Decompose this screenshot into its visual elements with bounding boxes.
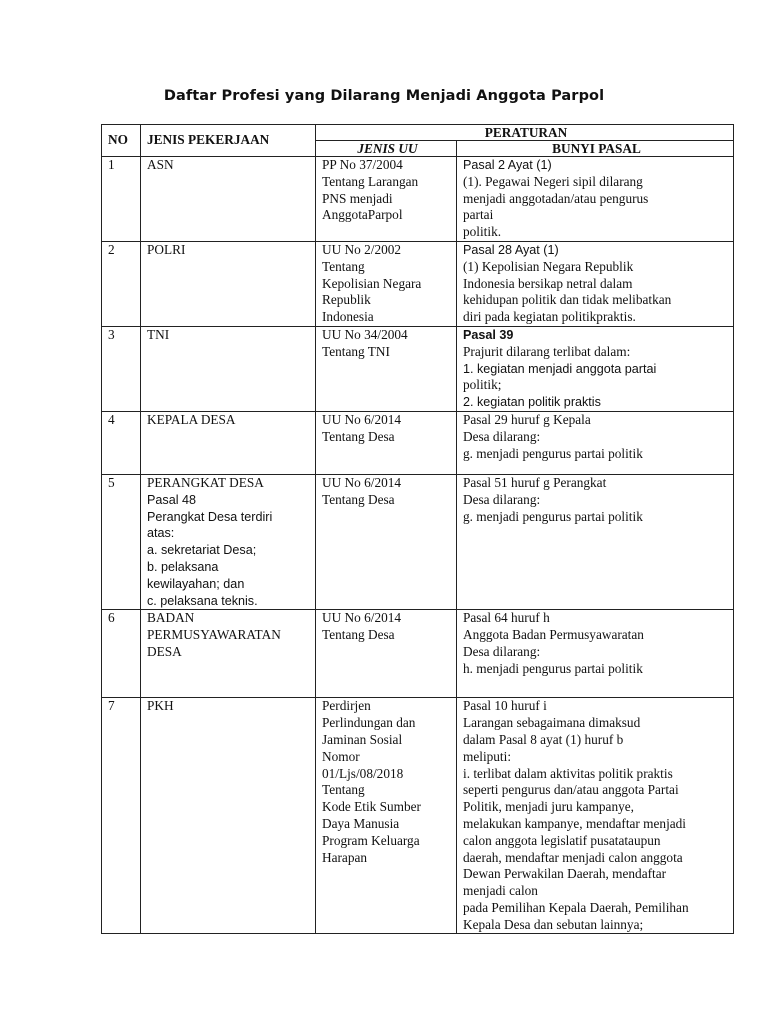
cell-text-line: PERMUSYAWARATAN <box>147 627 281 643</box>
cell-text-line: meliputi: <box>463 748 512 764</box>
cell-text-line: atas: <box>147 526 175 541</box>
cell-text-line: h. menjadi pengurus partai politik <box>463 660 643 676</box>
cell-text-line: Kepala Desa dan sebutan lainnya; <box>463 916 644 932</box>
cell-jenis-uu <box>316 241 457 326</box>
cell-jenis-uu <box>316 411 457 474</box>
cell-text-line: Tentang Larangan <box>322 173 419 189</box>
cell-bunyi-pasal <box>457 474 734 609</box>
cell-text-line: a. sekretariat Desa; <box>147 543 257 558</box>
cell-text-line: DESA <box>147 643 182 659</box>
cell-text-line: Larangan sebagaimana dimaksud <box>463 715 641 731</box>
cell-text-line: g. menjadi pengurus partai politik <box>463 508 643 524</box>
cell-no: 3 <box>102 326 141 411</box>
cell-text-line: UU No 34/2004 <box>322 326 408 342</box>
profession-table <box>101 124 734 934</box>
cell-bunyi-pasal <box>457 241 734 326</box>
cell-jenis-pekerjaan <box>141 698 316 934</box>
cell-text-line: Nomor <box>322 748 360 764</box>
cell-text-line: PERANGKAT DESA <box>147 474 264 490</box>
cell-text-line: c. pelaksana teknis. <box>147 593 258 608</box>
cell-text-line: b. pelaksana <box>147 559 219 574</box>
cell-text-line: 2. kegiatan politik praktis <box>463 395 601 410</box>
cell-jenis-uu <box>316 157 457 242</box>
cell-text-line: menjadi calon <box>463 883 538 899</box>
cell-text-line: AnggotaParpol <box>322 207 403 223</box>
cell-jenis-uu <box>316 474 457 609</box>
cell-text-line: Pasal 2 Ayat (1) <box>463 158 552 172</box>
header-peraturan: PERATURAN <box>316 125 734 141</box>
cell-text-line: Tentang TNI <box>322 343 390 359</box>
cell-text-line: Desa dilarang: <box>463 428 541 444</box>
cell-bunyi-pasal <box>457 610 734 698</box>
cell-text-line: Program Keluarga <box>322 832 420 848</box>
cell-text-line: Tentang Desa <box>322 627 395 643</box>
cell-text-line: UU No 6/2014 <box>322 610 402 626</box>
header-jenis-pekerjaan: JENIS PEKERJAAN <box>141 125 316 157</box>
cell-text-line: Pasal 29 huruf g Kepala <box>463 411 591 427</box>
cell-text-line: Kepolisian Negara <box>322 275 422 291</box>
cell-text-line: KEPALA DESA <box>147 411 236 427</box>
cell-no: 4 <box>102 411 141 474</box>
cell-text-line: Daya Manusia <box>322 815 400 831</box>
cell-text-line: dalam Pasal 8 ayat (1) huruf b <box>463 731 624 747</box>
cell-text-line: Desa dilarang: <box>463 643 541 659</box>
cell-text-line: i. terlibat dalam aktivitas politik praktis <box>463 765 673 781</box>
cell-text-line: UU No 2/2002 <box>322 241 402 257</box>
cell-text-line: Pasal 28 Ayat (1) <box>463 242 559 257</box>
cell-bunyi-pasal <box>457 411 734 474</box>
cell-text-line: Pasal 64 huruf h <box>463 610 550 626</box>
table-row <box>102 610 734 698</box>
cell-text-line: seperti pengurus dan/atau anggota Partai <box>463 782 679 798</box>
cell-text-line: Harapan <box>322 849 368 865</box>
cell-text-line: melakukan kampanye, mendaftar menjadi <box>463 815 687 831</box>
cell-text-line: Perangkat Desa terdiri <box>147 509 273 524</box>
cell-text-line: PKH <box>147 698 174 714</box>
cell-text-line: 01/Ljs/08/2018 <box>322 765 404 781</box>
cell-text-line: kehidupan politik dan tidak melibatkan <box>463 292 672 308</box>
cell-text-line: Tentang Desa <box>322 491 395 507</box>
cell-text-line: partai <box>463 207 494 223</box>
cell-text-line: Pasal 39 <box>463 327 514 342</box>
cell-text-line: PP No 37/2004 <box>322 157 403 172</box>
table-row <box>102 326 734 411</box>
cell-text-line: Anggota Badan Permusyawaratan <box>463 627 644 643</box>
header-no: NO <box>102 125 141 157</box>
cell-jenis-pekerjaan <box>141 241 316 326</box>
cell-text-line: pada Pemilihan Kepala Daerah, Pemilihan <box>463 899 689 915</box>
cell-jenis-uu <box>316 326 457 411</box>
table-row <box>102 241 734 326</box>
cell-no: 6 <box>102 610 141 698</box>
cell-text-line: politik. <box>463 224 502 240</box>
cell-jenis-pekerjaan <box>141 326 316 411</box>
cell-text-line: calon anggota legislatif pusatataupun <box>463 832 661 848</box>
table-row <box>102 157 734 242</box>
cell-text-line: Republik <box>322 292 371 308</box>
document-title: Daftar Profesi yang Dilarang Menjadi Anggota Parpol <box>163 88 605 104</box>
cell-text-line: Dewan Perwakilan Daerah, mendaftar <box>463 866 667 882</box>
cell-text-line: UU No 6/2014 <box>322 474 402 490</box>
cell-text-line: g. menjadi pengurus partai politik <box>463 445 643 461</box>
cell-jenis-pekerjaan <box>141 411 316 474</box>
cell-text-line: Politik, menjadi juru kampanye, <box>463 799 634 815</box>
cell-bunyi-pasal <box>457 326 734 411</box>
cell-text-line: diri pada kegiatan politikpraktis. <box>463 309 636 325</box>
cell-text-line: PNS menjadi <box>322 190 393 206</box>
cell-no: 5 <box>102 474 141 609</box>
cell-jenis-uu <box>316 698 457 934</box>
cell-text-line: 1. kegiatan menjadi anggota partai <box>463 361 657 376</box>
cell-text-line: Desa dilarang: <box>463 491 541 507</box>
cell-text-line: (1) Kepolisian Negara Republik <box>463 258 634 274</box>
cell-jenis-pekerjaan <box>141 474 316 609</box>
cell-jenis-uu <box>316 610 457 698</box>
cell-text-line: Tentang <box>322 782 365 798</box>
cell-no: 7 <box>102 698 141 934</box>
table-row <box>102 474 734 609</box>
cell-text-line: Kode Etik Sumber <box>322 799 421 815</box>
cell-text-line: politik; <box>463 377 502 393</box>
header-bunyi-pasal: BUNYI PASAL <box>457 141 734 157</box>
cell-text-line: Jaminan Sosial <box>322 731 403 747</box>
header-jenis-uu: JENIS UU <box>316 141 457 157</box>
cell-text-line: Pasal 48 <box>147 492 197 507</box>
cell-no: 2 <box>102 241 141 326</box>
cell-text-line: TNI <box>147 326 170 342</box>
cell-bunyi-pasal <box>457 698 734 934</box>
table-row <box>102 411 734 474</box>
cell-text-line: UU No 6/2014 <box>322 411 402 427</box>
table-body <box>102 157 734 934</box>
cell-text-line: daerah, mendaftar menjadi calon anggota <box>463 849 683 865</box>
cell-no: 1 <box>102 157 141 242</box>
cell-text-line: Pasal 51 huruf g Perangkat <box>463 474 607 490</box>
table-row <box>102 698 734 934</box>
cell-text-line: Perdirjen <box>322 698 371 714</box>
cell-text-line: Prajurit dilarang terlibat dalam: <box>463 343 631 359</box>
cell-bunyi-pasal <box>457 157 734 242</box>
cell-text-line: Tentang Desa <box>322 428 395 444</box>
cell-text-line: ASN <box>147 157 174 172</box>
cell-text-line: POLRI <box>147 241 186 257</box>
cell-text-line: Perlindungan dan <box>322 715 416 731</box>
cell-text-line: Indonesia <box>322 309 374 325</box>
cell-text-line: menjadi anggotadan/atau pengurus <box>463 190 649 206</box>
cell-jenis-pekerjaan <box>141 610 316 698</box>
cell-text-line: BADAN <box>147 610 195 626</box>
cell-text-line: (1). Pegawai Negeri sipil dilarang <box>463 173 643 189</box>
cell-text-line: kewilayahan; dan <box>147 576 245 591</box>
cell-jenis-pekerjaan <box>141 157 316 242</box>
cell-text-line: Indonesia bersikap netral dalam <box>463 275 633 291</box>
cell-text-line: Pasal 10 huruf i <box>463 698 547 714</box>
cell-text-line: Tentang <box>322 258 365 274</box>
